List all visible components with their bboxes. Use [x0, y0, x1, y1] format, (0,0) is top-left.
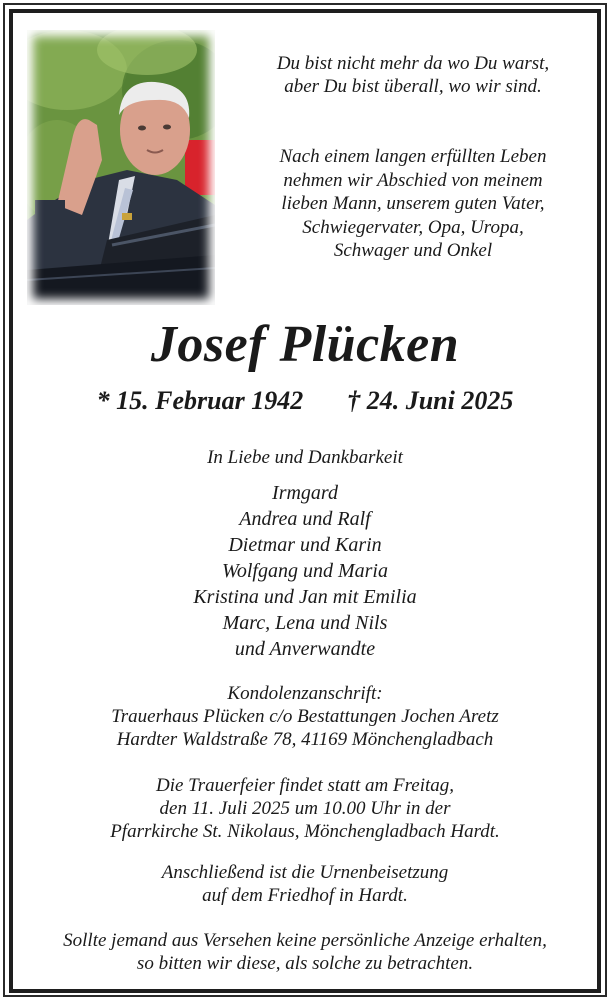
life-dates: [0, 385, 610, 417]
family-member: Kristina und Jan mit Emilia: [193, 586, 417, 608]
portrait-illustration: [27, 30, 215, 305]
intro-line: nehmen wir Abschied von meinem: [283, 169, 543, 191]
closing-note: [0, 929, 610, 975]
ceremony-line: den 11. Juli 2025 um 10.00 Uhr in der: [159, 798, 451, 819]
burial-info: [0, 861, 610, 907]
farewell-intro: [232, 145, 594, 263]
address-line: Hardter Waldstraße 78, 41169 Mönchengladbach: [116, 729, 494, 750]
family-member: Marc, Lena und Nils: [222, 612, 388, 634]
quote-line: aber Du bist überall, wo wir sind.: [284, 76, 542, 97]
portrait-photo: [27, 30, 215, 305]
burial-line: Anschließend ist die Urnenbeisetzung: [161, 862, 449, 883]
address-label: Kondolenzanschrift:: [227, 683, 383, 704]
gratitude-line: In Liebe und Dankbarkeit: [207, 447, 403, 468]
ceremony-line: Pfarrkirche St. Nikolaus, Mönchengladbach Hardt.: [110, 821, 500, 842]
death-date: † 24. Juni 2025: [347, 386, 514, 415]
burial-line: auf dem Friedhof in Hardt.: [202, 885, 408, 906]
note-line: Sollte jemand aus Versehen keine persönliche Anzeige erhalten,: [63, 930, 547, 951]
intro-line: Schwiegervater, Opa, Uropa,: [302, 216, 524, 238]
family-list: [0, 480, 610, 662]
family-member: Andrea und Ralf: [239, 508, 371, 530]
address-line: Trauerhaus Plücken c/o Bestattungen Jochen Aretz: [111, 706, 499, 727]
intro-line: Schwager und Onkel: [333, 240, 493, 261]
ceremony-info: [0, 774, 610, 843]
memorial-quote: [232, 52, 594, 98]
family-member: und Anverwandte: [234, 638, 376, 660]
family-member: Wolfgang und Maria: [222, 560, 388, 582]
deceased-name: Josef Plücken: [150, 316, 460, 373]
note-line: so bitten wir diese, als solche zu betrachten.: [136, 953, 474, 974]
condolence-address: [0, 682, 610, 751]
intro-line: lieben Mann, unserem guten Vater,: [281, 193, 545, 214]
birth-date: * 15. Februar 1942: [96, 386, 304, 415]
family-member: Dietmar und Karin: [228, 534, 382, 556]
intro-line: Nach einem langen erfüllten Leben: [279, 146, 547, 167]
quote-line: Du bist nicht mehr da wo Du warst,: [276, 53, 550, 74]
family-member: Irmgard: [272, 482, 338, 504]
ceremony-line: Die Trauerfeier findet statt am Freitag,: [156, 775, 454, 796]
